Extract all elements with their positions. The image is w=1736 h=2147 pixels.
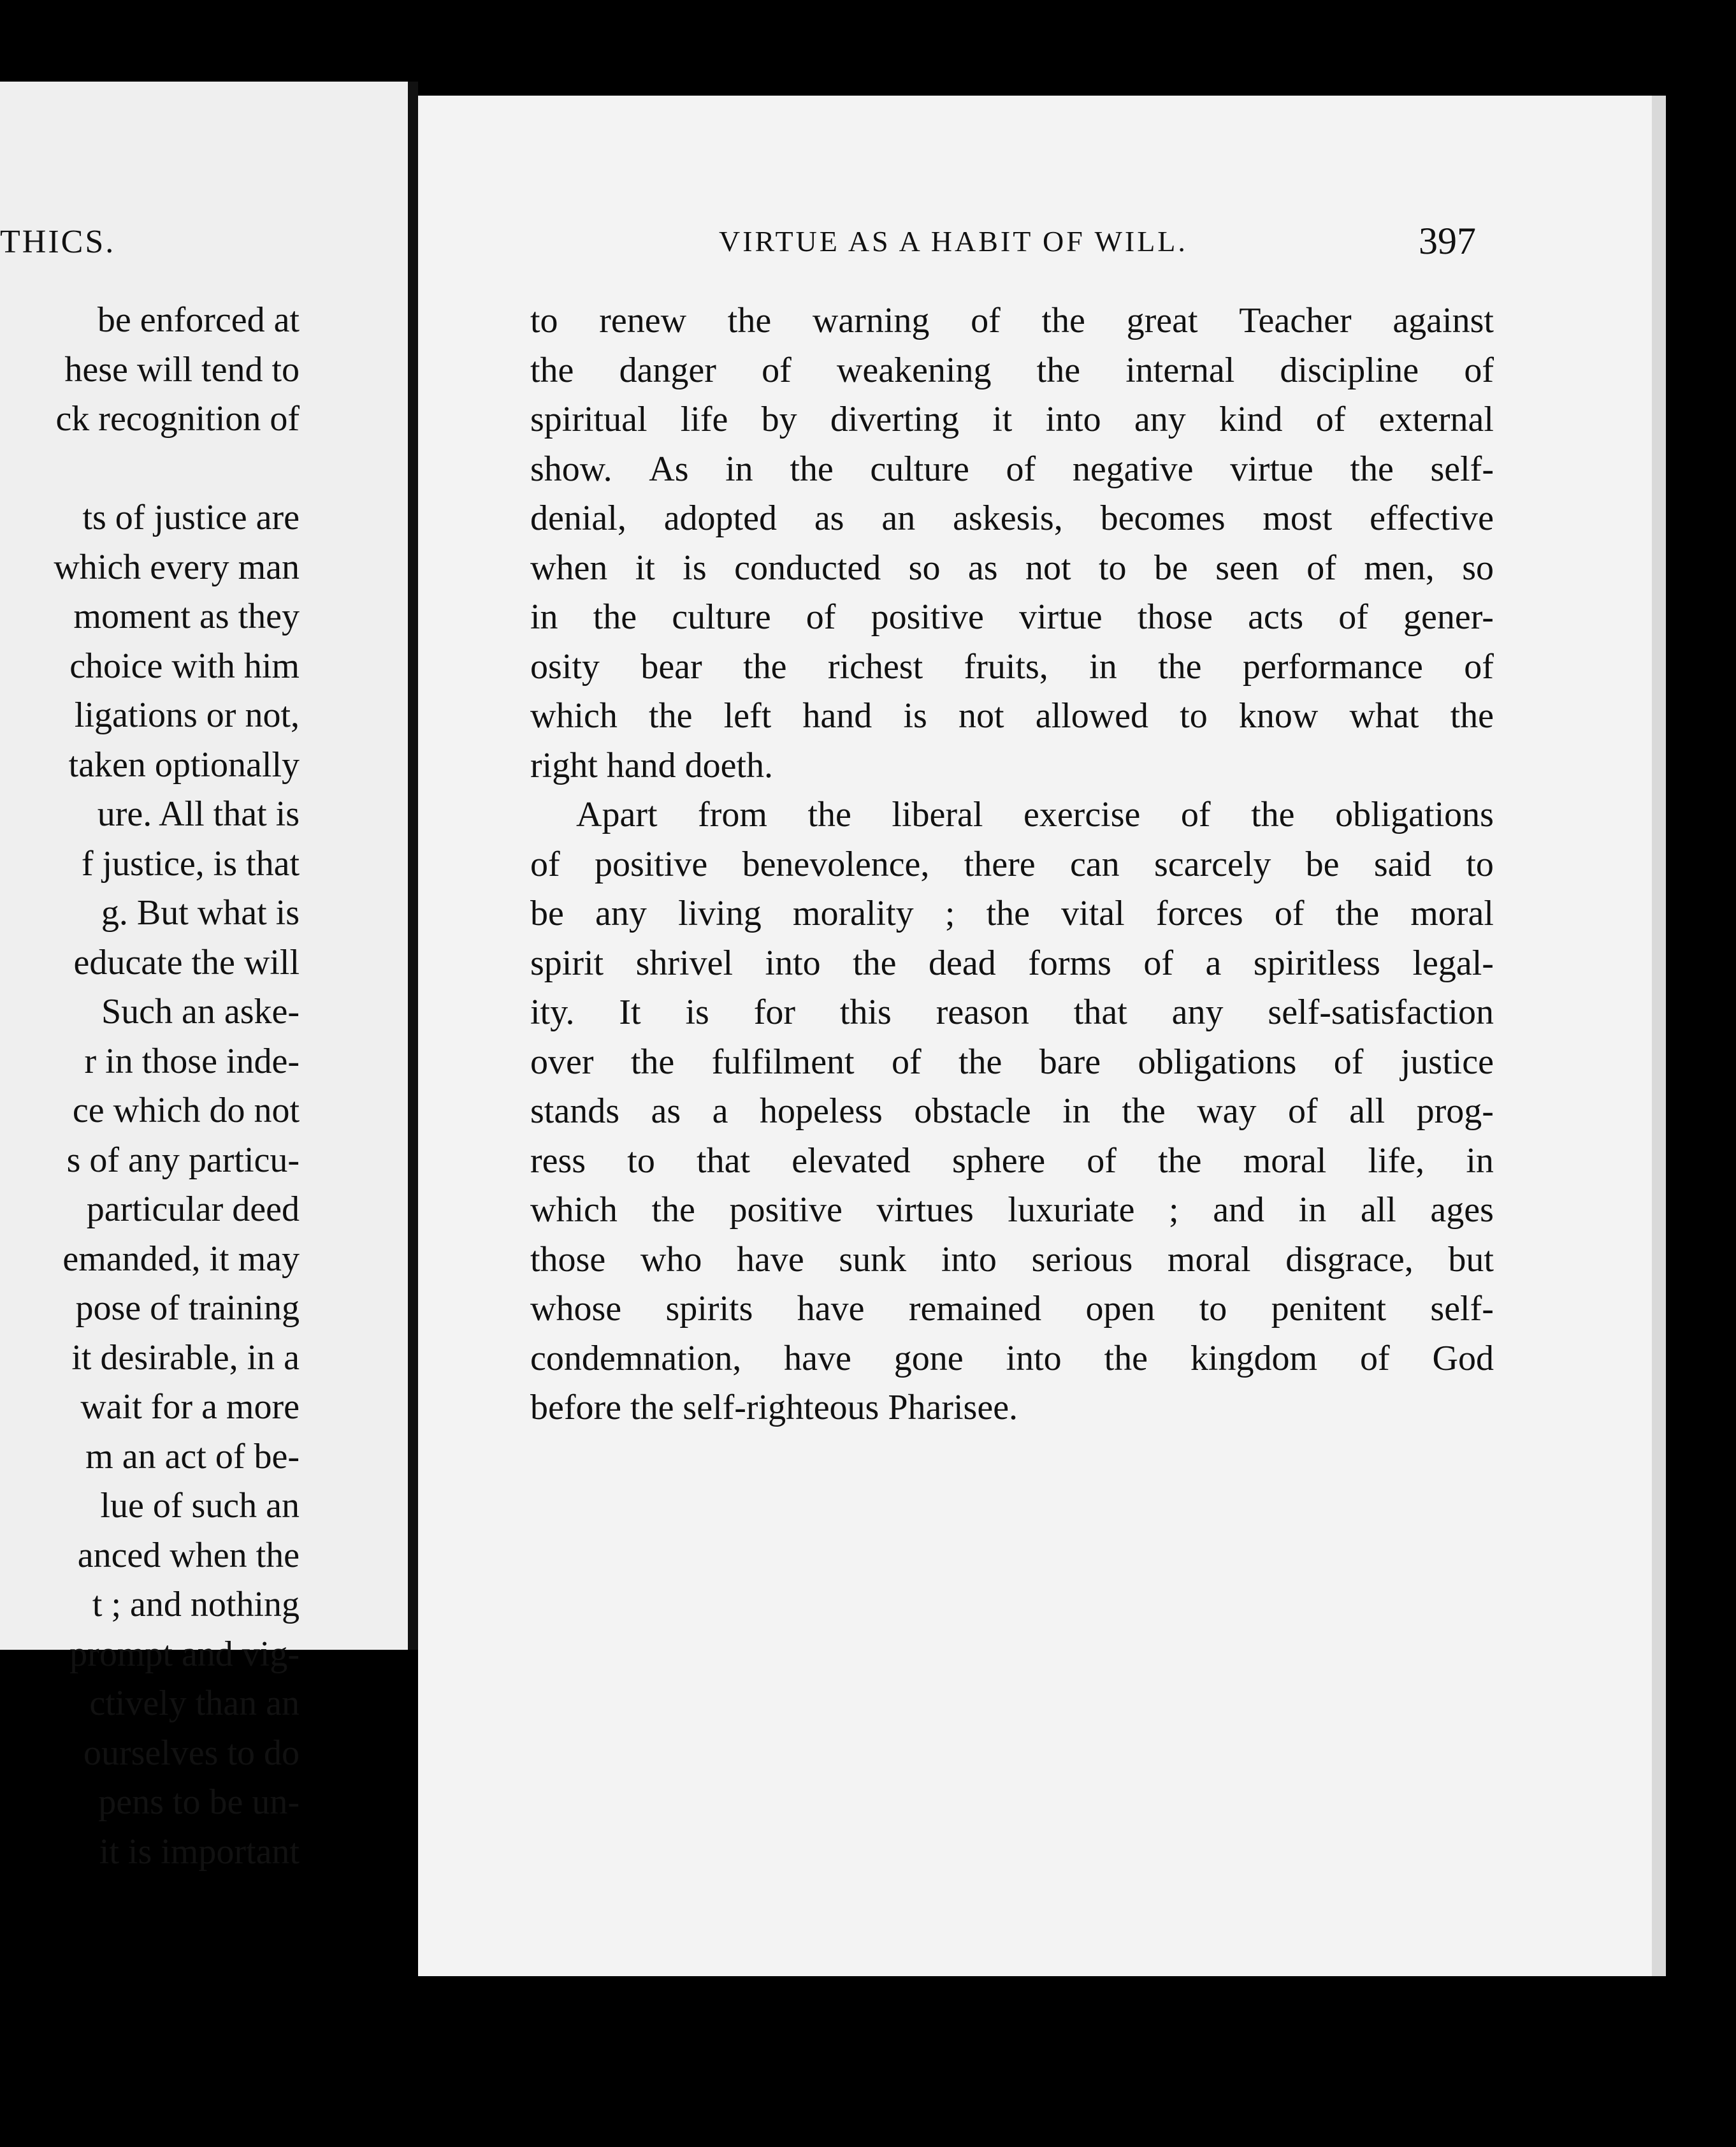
left-text-line: prompt and vig- (69, 1634, 300, 1674)
book-gutter (408, 82, 418, 1650)
left-text-line: ure. All that is (97, 794, 300, 834)
body-text-line: ity. It is for this reason that any self-satisfaction (530, 993, 1494, 1032)
body-text-line: of positive benevolence, there can scarcely be said to (530, 844, 1494, 884)
left-text-line: pens to be un- (98, 1782, 300, 1822)
body-text-line: spirit shrivel into the dead forms of a spiritless legal- (530, 943, 1494, 983)
page-number: 397 (1419, 220, 1476, 262)
left-text-line: g. But what is (101, 893, 300, 933)
left-text-line: s of any particu- (66, 1140, 300, 1180)
body-text-line: those who have sunk into serious moral disgrace, but (530, 1239, 1494, 1279)
left-text-line: ce which do not (72, 1091, 300, 1130)
right-page-text (530, 296, 1494, 1433)
left-text-line: lue of such an (100, 1486, 300, 1525)
left-text-line (0, 444, 300, 494)
left-text-line: particular deed (86, 1190, 300, 1229)
body-text-line: over the fulfilment of the bare obligations of justice (530, 1042, 1494, 1082)
body-text-line: the danger of weakening the internal discipline of (530, 350, 1494, 390)
left-text-line: be enforced at (97, 300, 300, 340)
left-text-line: it desirable, in a (71, 1337, 300, 1378)
body-text-line: which the left hand is not allowed to know what the (530, 696, 1494, 736)
left-running-head: THICS. (0, 224, 116, 260)
body-text-line: osity bear the richest fruits, in the performance of (530, 646, 1494, 687)
left-text-line: educate the will (73, 942, 300, 982)
left-text-line: which every man (54, 547, 300, 587)
body-text-line: whose spirits have remained open to penitent self- (530, 1289, 1494, 1328)
page-edge-shadow (1652, 96, 1666, 1976)
left-text-line: anced when the (77, 1535, 300, 1575)
body-text-line: show. As in the culture of negative virtue the self- (530, 449, 1494, 489)
left-text-line: Such an aske- (101, 992, 300, 1031)
body-text-line: be any living morality ; the vital forces of the moral (530, 894, 1494, 933)
body-text-line: when it is conducted so as not to be seen of men, so (530, 548, 1494, 588)
left-text-line: wait for a more (80, 1387, 300, 1427)
left-text-line: emanded, it may (62, 1239, 300, 1279)
body-text-line: condemnation, have gone into the kingdom of God (530, 1338, 1494, 1378)
body-text-line: stands as a hopeless obstacle in the way of all prog- (530, 1091, 1494, 1131)
body-text-line: Apart from the liberal exercise of the obligations (576, 795, 1494, 834)
body-text-line: before the self-righteous Pharisee. (530, 1388, 1018, 1427)
left-text-line: ligations or not, (74, 695, 300, 735)
left-text-line: t ; and nothing (92, 1585, 300, 1624)
right-running-head: VIRTUE AS A HABIT OF WILL. (719, 225, 1188, 258)
left-text-line: taken optionally (68, 745, 300, 785)
left-text-line: pose of training (75, 1288, 300, 1328)
body-text-line: denial, adopted as an askesis, becomes most effective (530, 499, 1494, 538)
left-text-line: choice with him (69, 646, 300, 686)
body-text-line: right hand doeth. (530, 745, 774, 785)
body-text-line: ress to that elevated sphere of the moral life, in (530, 1140, 1494, 1181)
body-text-line: to renew the warning of the great Teacher against (530, 301, 1494, 340)
left-text-line: ts of justice are (82, 498, 300, 537)
left-text-line: ck recognition of (55, 399, 300, 439)
left-text-line: it is important (99, 1831, 300, 1872)
left-page (0, 82, 408, 1872)
left-text-line: m an act of be- (85, 1436, 300, 1476)
body-text-line: in the culture of positive virtue those acts of gener- (530, 597, 1494, 637)
left-text-line: ourselves to do (83, 1733, 300, 1773)
left-text-line: r in those inde- (84, 1041, 300, 1081)
left-text-line: ctively than an (89, 1684, 300, 1723)
body-text-line: spiritual life by diverting it into any kind of external (530, 400, 1494, 439)
left-text-line: moment as they (73, 597, 300, 636)
left-text-line: f justice, is that (81, 843, 300, 884)
body-text-line: which the positive virtues luxuriate ; and in all ages (530, 1190, 1494, 1230)
left-text-line: hese will tend to (64, 349, 300, 389)
left-page-text (0, 296, 300, 1877)
